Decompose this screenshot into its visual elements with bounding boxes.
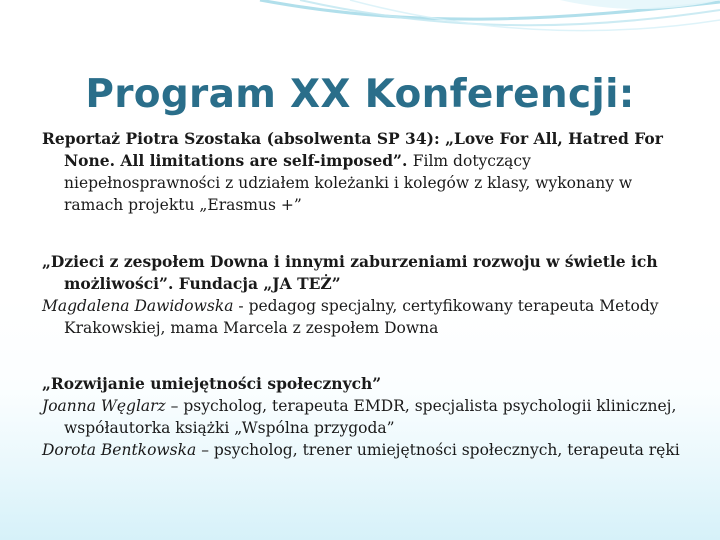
- slide-title: Program XX Konferencji:: [85, 72, 635, 117]
- section-umiejetnosci-heading: [42, 373, 682, 395]
- dzieci-heading: „Dzieci z zespołem Downa i innymi zaburzeniami rozwoju w świetle ich możliwości”. Fundacja „JA TEŻ”: [42, 252, 658, 293]
- speaker-name: Joanna Węglarz: [42, 397, 166, 415]
- speaker-description: – psycholog, terapeuta EMDR, specjalista psychologii klinicznej, współautorka książki „Wspólna przygoda”: [64, 397, 677, 437]
- reportaz-title: Reportaż Piotra Szostaka (absolwenta SP 34): „Love For All, Hatred For None. All limitations are self-imposed”.: [42, 129, 663, 170]
- reportaz-description: Film dotyczący niepełnosprawności z udziałem koleżanki i kolegów z klasy, wykonany w ramach projektu „Erasmus +”: [64, 152, 633, 214]
- section-reportaz: [42, 128, 682, 216]
- speaker-dawidowska: [42, 295, 682, 339]
- speaker-name: Magdalena Dawidowska: [42, 297, 234, 315]
- spacer: [42, 339, 682, 373]
- slide-content: [42, 128, 682, 461]
- speaker-description: – psycholog, trener umiejętności społecznych, terapeuta ręki: [196, 441, 680, 459]
- umiejetnosci-heading: „Rozwijanie umiejętności społecznych”: [42, 374, 382, 393]
- speaker-description: - pedagog specjalny, certyfikowany terapeuta Metody Krakowskiej, mama Marcela z zespołem Downa: [64, 297, 659, 337]
- speaker-bentkowska: [42, 439, 682, 461]
- speaker-name: Dorota Bentkowska: [42, 441, 197, 459]
- spacer: [42, 216, 682, 251]
- speaker-weglarz: [42, 395, 682, 439]
- section-dzieci-heading: [42, 251, 682, 295]
